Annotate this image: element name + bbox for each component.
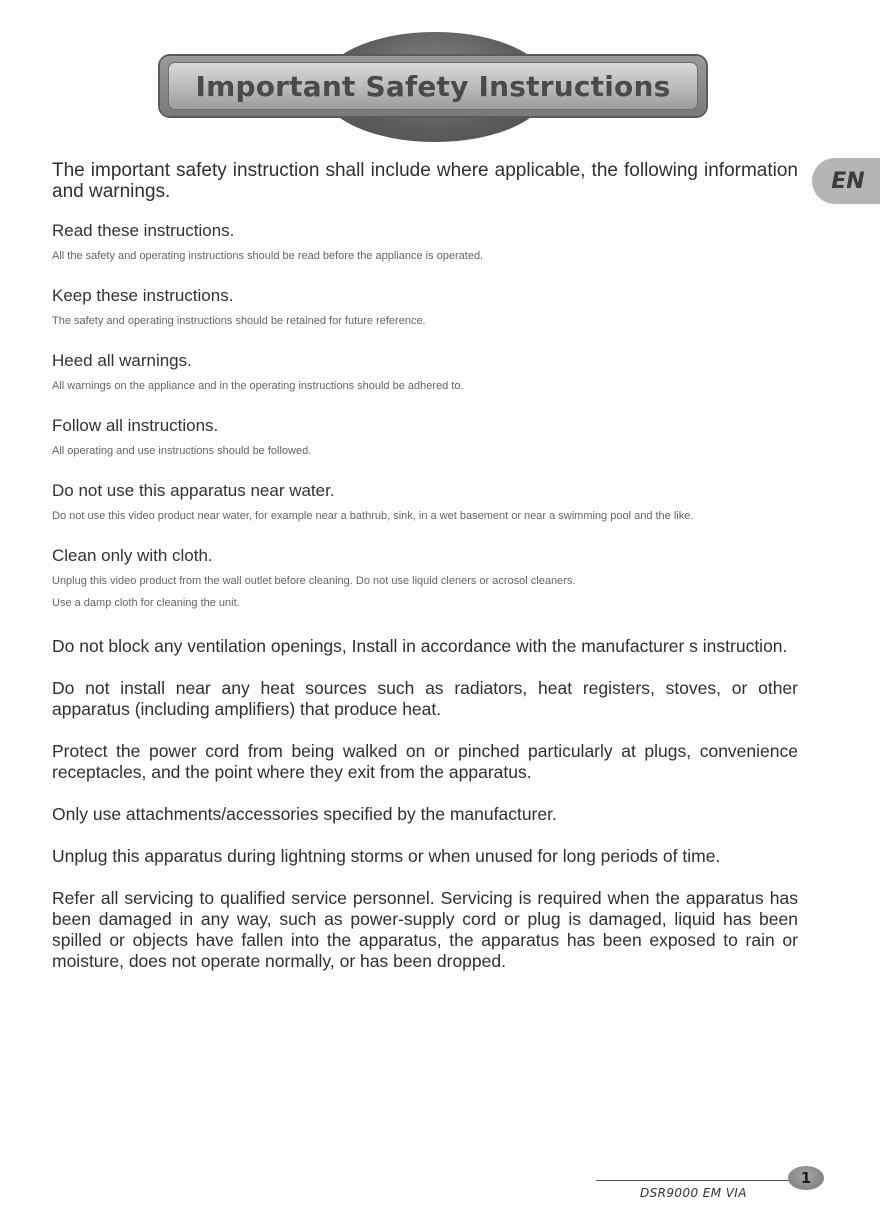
instruction-heading: Do not use this apparatus near water. <box>52 481 335 500</box>
banner-frame <box>160 56 706 116</box>
page-number: 1 <box>800 1169 812 1187</box>
instructions-content <box>52 160 798 993</box>
safety-paragraph: Do not block any ventilation openings, Install in accordance with the manufacturer s instruction. <box>52 636 788 656</box>
instruction-description: All the safety and operating instructions should be read before the appliance is operated. <box>52 250 484 262</box>
instruction-heading: Read these instructions. <box>52 221 235 240</box>
instruction-description: Unplug this video product from the wall outlet before cleaning. Do not use liquid cleners or acrosol cleaners. <box>52 575 576 587</box>
safety-paragraph: Refer all servicing to qualified service personnel. Servicing is required when the apparatus has been damaged in any way, such as power-supply cord or plug is damaged, liquid has been spilled or objects have fallen into the apparatus, the apparatus has been exposed to rain or moisture, does not operate normally, or has been dropped. <box>52 888 798 971</box>
instruction-item <box>52 350 798 397</box>
instruction-heading: Follow all instructions. <box>52 416 219 435</box>
instruction-description: All operating and use instructions should be followed. <box>52 445 312 457</box>
footer-divider <box>596 1180 796 1181</box>
instruction-heading: Heed all warnings. <box>52 351 192 370</box>
instruction-item <box>52 480 798 527</box>
instruction-heading: Clean only with cloth. <box>52 546 213 565</box>
model-name: DSR9000 EM VIA <box>640 1186 747 1200</box>
instruction-heading: Keep these instructions. <box>52 286 234 305</box>
instruction-description: Do not use this video product near water, for example near a bathrub, sink, in a wet basement or near a swimming pool and the like. <box>52 510 694 522</box>
instruction-item <box>52 545 798 614</box>
language-tab <box>812 158 880 204</box>
safety-paragraph: Protect the power cord from being walked on or pinched particularly at plugs, convenience receptacles, and the point where they exit from the apparatus. <box>52 741 798 782</box>
page-title: Important Safety Instructions <box>195 69 671 103</box>
instruction-item <box>52 285 798 332</box>
page-footer <box>596 1166 824 1210</box>
safety-paragraph: Do not install near any heat sources such as radiators, heat registers, stoves, or other apparatus (including amplifiers) that produce heat. <box>52 678 798 719</box>
instruction-description: Use a damp cloth for cleaning the unit. <box>52 597 240 609</box>
safety-paragraph: Only use attachments/accessories specified by the manufacturer. <box>52 804 557 824</box>
intro-paragraph: The important safety instruction shall include where applicable, the following information and warnings. <box>52 160 798 202</box>
safety-paragraph: Unplug this apparatus during lightning storms or when unused for long periods of time. <box>52 846 721 866</box>
banner-inner-panel <box>168 62 698 110</box>
instruction-description: All warnings on the appliance and in the operating instructions should be adhered to. <box>52 380 464 392</box>
title-banner <box>160 32 710 142</box>
instruction-item <box>52 220 798 267</box>
instruction-item <box>52 415 798 462</box>
instruction-description: The safety and operating instructions should be retained for future reference. <box>52 315 426 327</box>
language-label: EN <box>831 168 865 194</box>
page-number-badge <box>788 1166 824 1190</box>
